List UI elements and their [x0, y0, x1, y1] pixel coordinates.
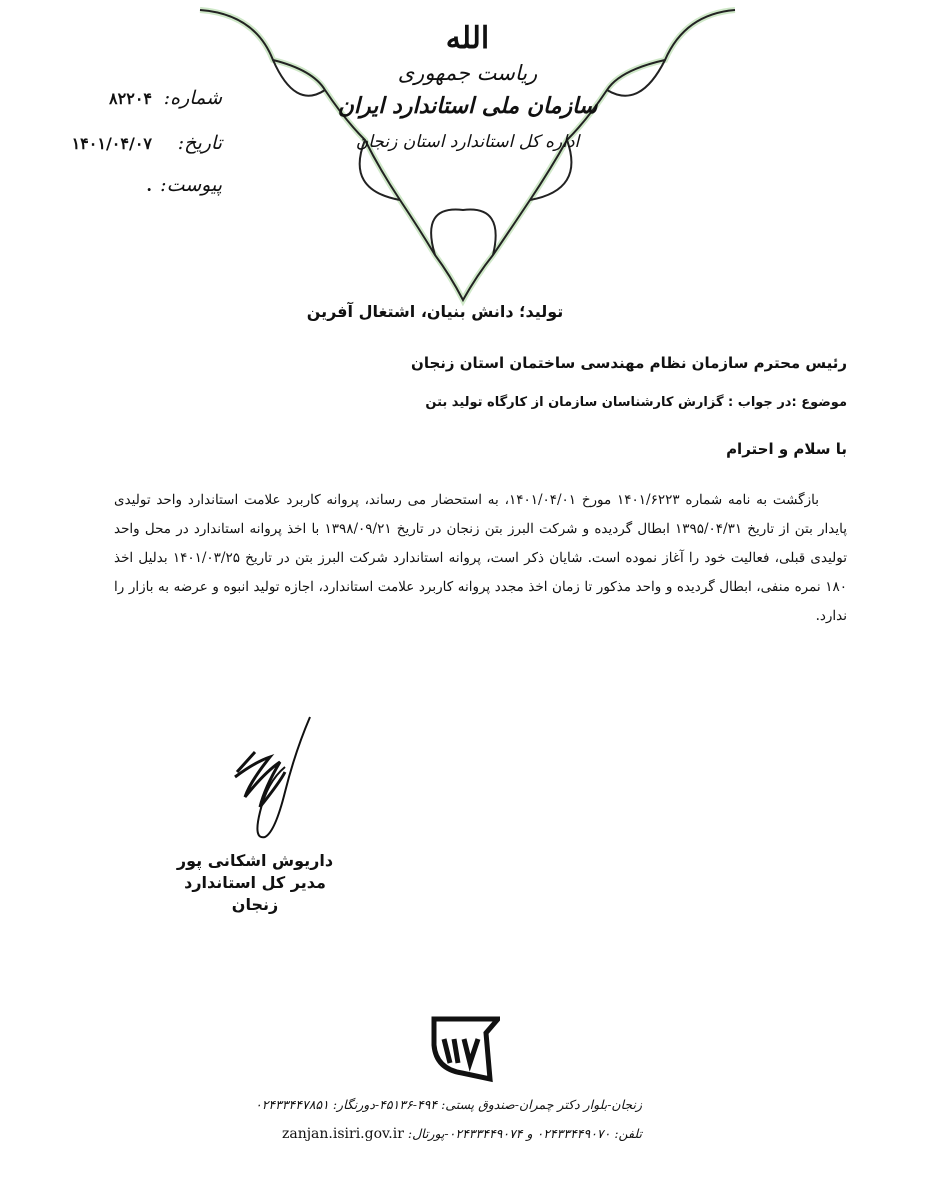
- footer-phone: تلفن: ۰۲۴۳۳۴۴۹۰۷۰ و ۰۲۴۳۳۴۴۹۰۷۴-پورتال:: [407, 1126, 642, 1141]
- letter-date-row: [62, 132, 222, 154]
- greeting: با سلام و احترام: [726, 440, 847, 458]
- letter-number-row: [72, 87, 222, 109]
- footer-website-link[interactable]: zanjan.isiri.gov.ir: [281, 1126, 404, 1142]
- emblem-symbol: الله: [445, 21, 490, 56]
- footer-address: زنجان-بلوار دکتر چمران-صندوق پستی: ۴۹۴-۴۵۱۳۶-دورنگار: ۰۲۴۳۳۴۴۷۸۵۱: [254, 1097, 642, 1112]
- letter-attachment-label: پیوست:: [160, 174, 222, 196]
- signer-name: داریوش اشکانی پور: [176, 851, 334, 870]
- signature-mark: [225, 712, 335, 847]
- letter-date-label: تاریخ:: [177, 132, 222, 154]
- subject-line: موضوع :در جواب : گزارش کارشناسان سازمان از کارگاه تولید بتن: [425, 395, 847, 410]
- standard-mark-icon: [428, 1015, 500, 1083]
- signer-title: مدیر کل استاندارد زنجان: [184, 873, 326, 914]
- presidency-title: ریاست جمهوری: [397, 61, 538, 85]
- recipient-line: رئیس محترم سازمان نظام مهندسی ساختمان استان زنجان: [411, 354, 847, 372]
- letter-date-value: ۱۴۰۱/۰۴/۰۷: [71, 133, 152, 153]
- letter-number-value: ۸۲۲۰۴: [109, 88, 152, 108]
- letter-number-label: شماره:: [163, 87, 222, 109]
- letter-body: بازگشت به نامه شماره ۱۴۰۱/۶۲۲۳ مورخ ۱۴۰۱/۰۴/۰۱، به استحضار می رساند، پروانه کاربرد علامت استاندارد واحد تولیدی پایدار بتن از تاریخ ۱۳۹۵/۰۴/۳۱ ابطال گردیده و شرکت البرز بتن زنجان در تاریخ ۱۳۹۸/۰۹/۲۱ با اخذ پروانه استاندارد در محل واحد تولیدی قبلی، فعالیت خود را آغاز نموده است. شایان ذکر است، پروانه استاندارد شرکت البرز بتن در تاریخ ۱۴۰۱/۰۳/۲۵ بدلیل اخذ ۱۸۰ نمره منفی، ابطال گردیده و واحد مذکور تا زمان اخذ مجدد پروانه کاربرد علامت استاندارد، اجازه تولید انبوه و عرضه به بازار را ندارد.: [114, 492, 848, 624]
- letter-attachment-value: .: [146, 175, 152, 195]
- slogan: تولید؛ دانش بنیان، اشتغال آفرین: [306, 302, 564, 321]
- footer-contact: [282, 1126, 642, 1142]
- letter-attachment-row: [82, 174, 222, 196]
- office-title: اداره کل استاندارد استان زنجان: [355, 132, 580, 152]
- organization-title: سازمان ملی استاندارد ایران: [337, 93, 598, 119]
- letterhead-emblem: [195, 0, 740, 340]
